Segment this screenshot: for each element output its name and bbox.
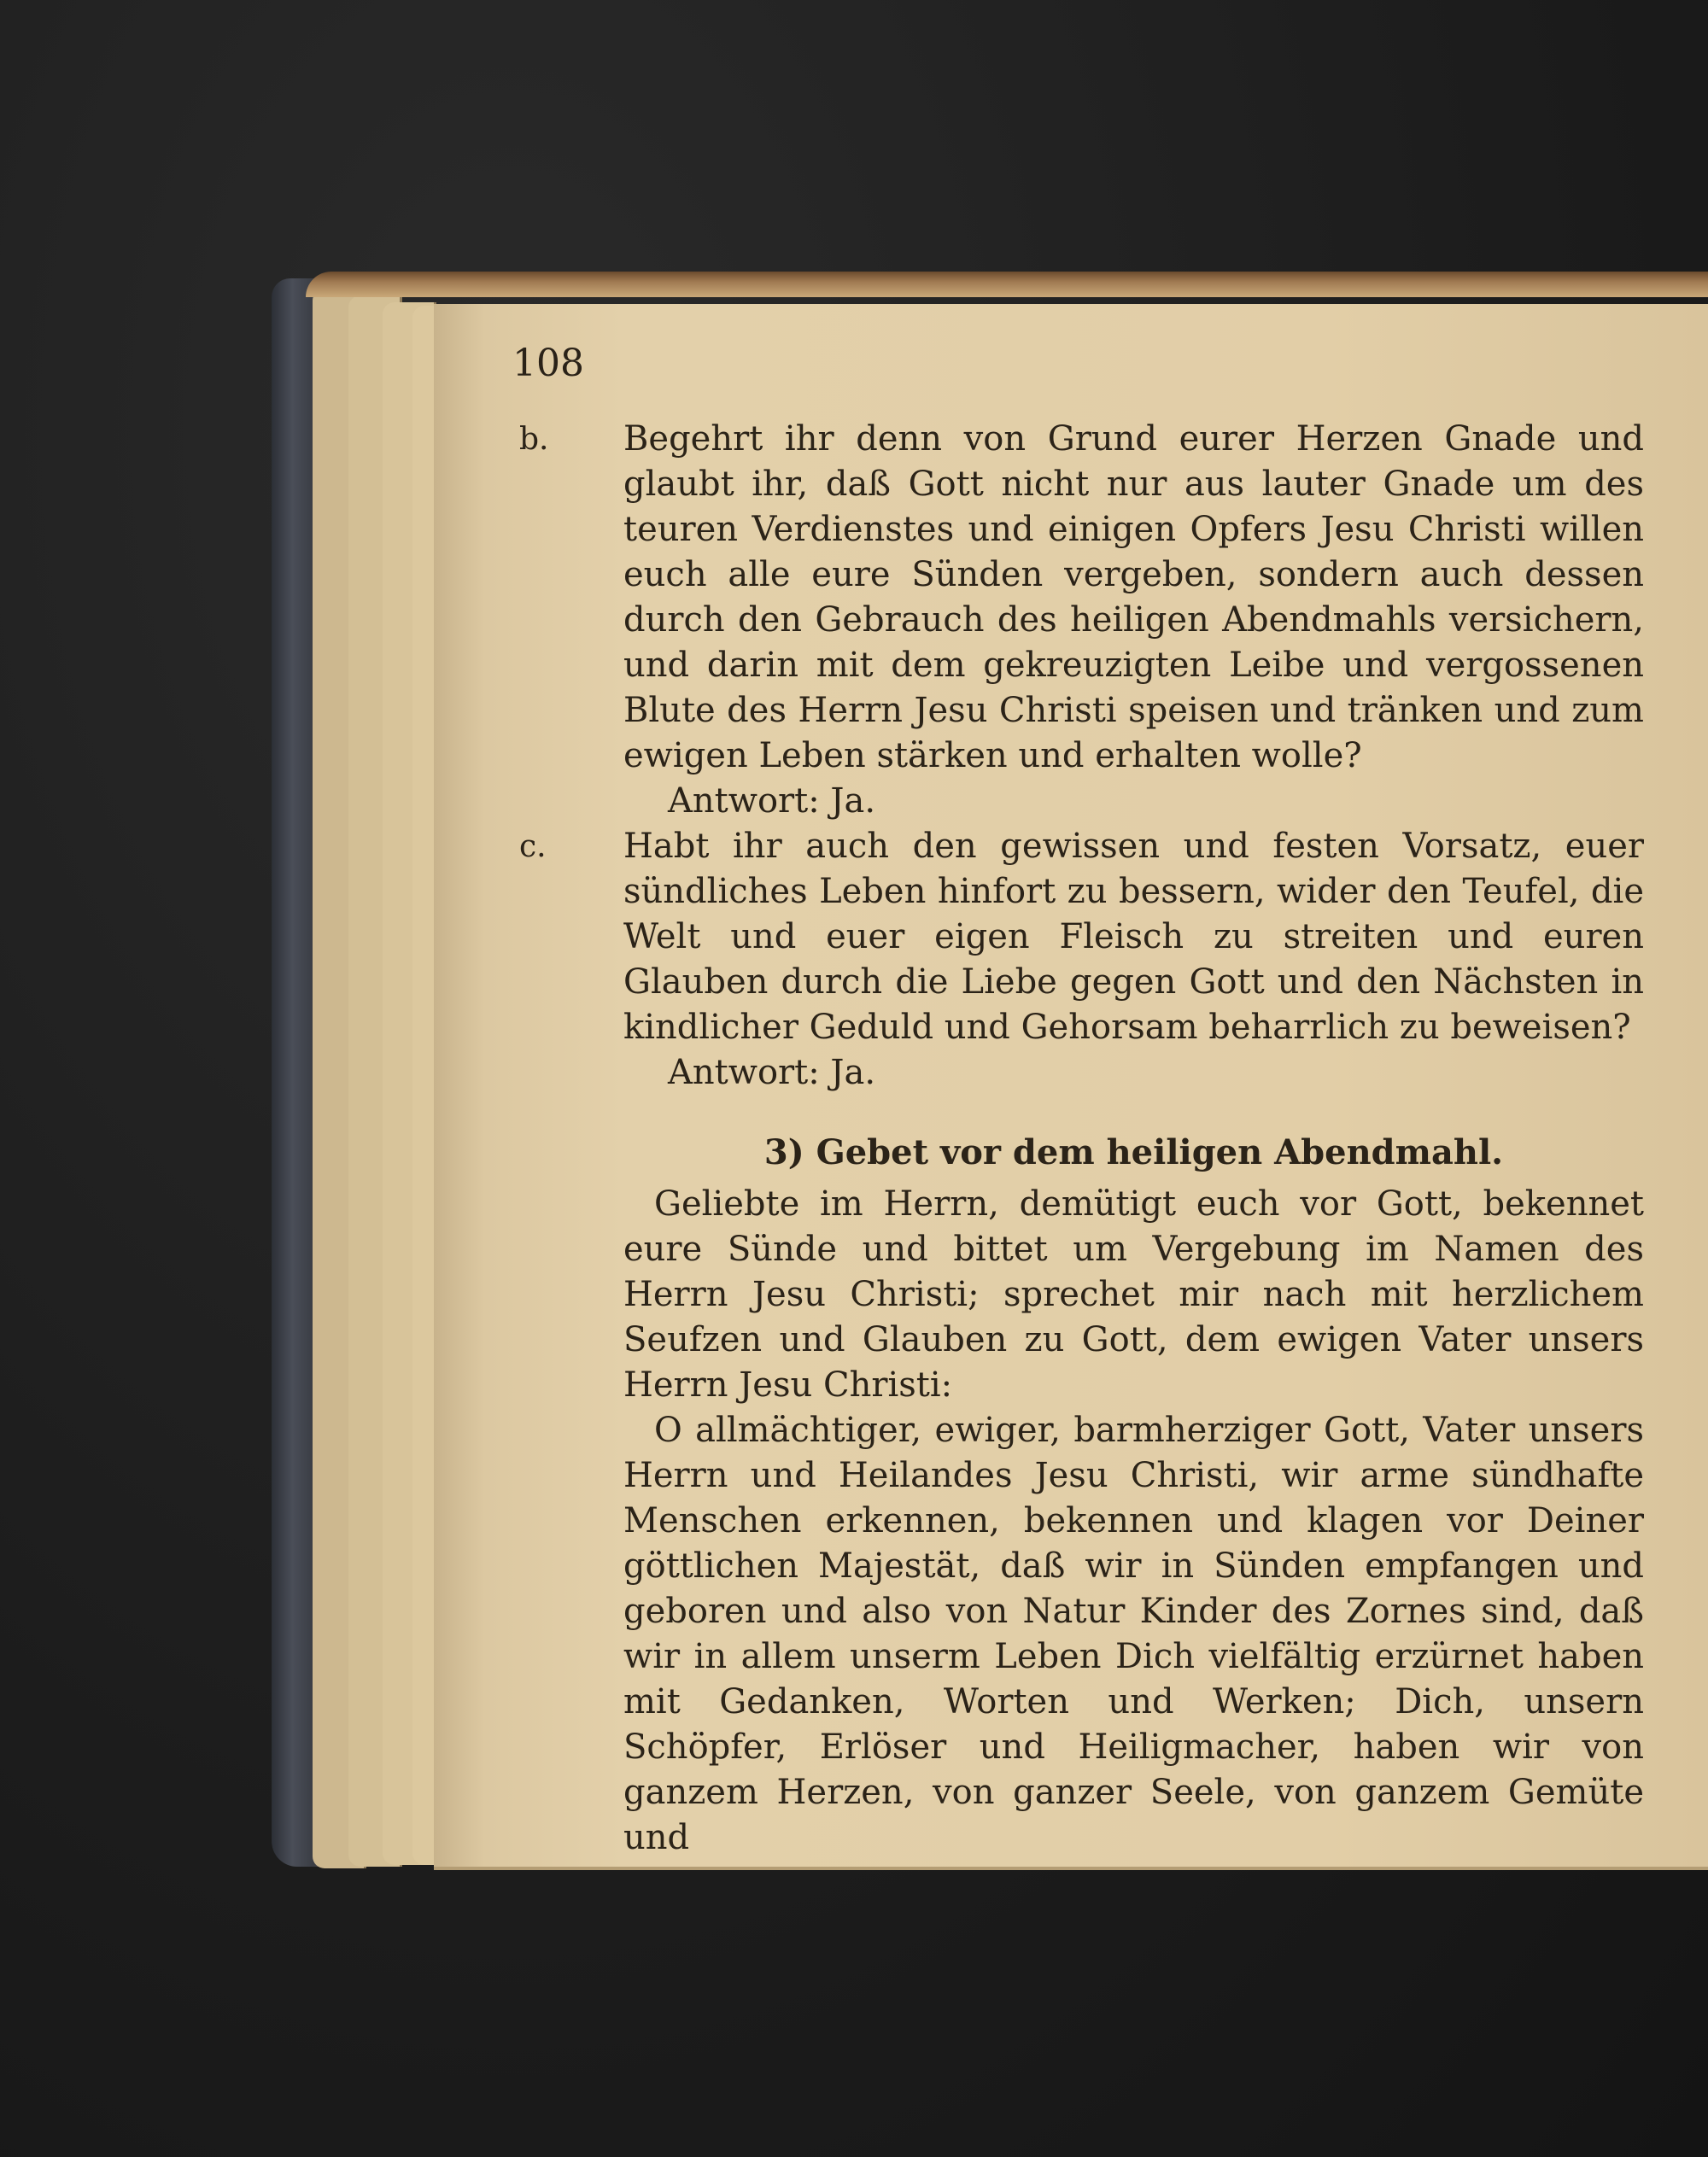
answer-text: Antwort: Ja.: [668, 1053, 876, 1092]
question-text: Habt ihr auch den gewissen und festen Vorsatz, euer sündliches Leben hinfort zu bessern, wider den Teufel, die Welt und euer eigen Fleisch zu streiten und euren Glauben durch die Liebe gegen Gott und den Nächsten in kindlicher Geduld und Gehorsam beharrlich zu beweisen?: [623, 827, 1644, 1047]
question-item-c: [519, 824, 1644, 1050]
section-heading: 3) Gebet vor dem heiligen Abendmahl.: [763, 1132, 1504, 1172]
question-item-b: [519, 417, 1644, 779]
item-marker: b.: [519, 422, 549, 457]
question-text: Begehrt ihr denn von Grund eurer Herzen Gnade und glaubt ihr, daß Gott nicht nur aus lauter Gnade um des teuren Verdienstes und einigen Opfers Jesu Christi willen euch alle eure Sünden vergeben, sondern auch dessen durch den Gebrauch des heiligen Abendmahls versichern, und darin mit dem gekreuzigten Leibe und vergossenen Blute des Herrn Jesu Christi speisen und tränken und zum ewigen Leben stärken und erhalten wolle?: [623, 419, 1644, 775]
page-text: [519, 417, 1644, 1861]
answer-text: Antwort: Ja.: [668, 781, 876, 821]
page-number: 108: [512, 342, 584, 385]
item-marker: c.: [519, 829, 547, 864]
paragraph: Geliebte im Herrn, demütigt euch vor Gott, bekennet eure Sünde und bittet um Vergebung im Namen des Herrn Jesu Christi; sprechet mir nach mit herzlichem Seufzen und Glauben zu Gott, dem ewigen Vater unsers Herrn Jesu Christi:: [623, 1184, 1644, 1405]
paragraph: O allmächtiger, ewiger, barmherziger Gott, Vater unsers Herrn und Heilandes Jesu Christi, wir arme sündhafte Menschen erkennen, bekennen und klagen vor Deiner göttlichen Majestät, daß wir in Sünden empfangen und geboren und also von Natur Kinder des Zornes sind, daß wir in allem unserm Leben Dich vielfältig erzürnet haben mit Gedanken, Worten und Werken; Dich, unsern Schöpfer, Erlöser und Heiligmacher, haben wir von ganzem Herzen, von ganzer Seele, von ganzem Gemüte und: [623, 1411, 1644, 1857]
book-top-edge: [306, 272, 1708, 297]
